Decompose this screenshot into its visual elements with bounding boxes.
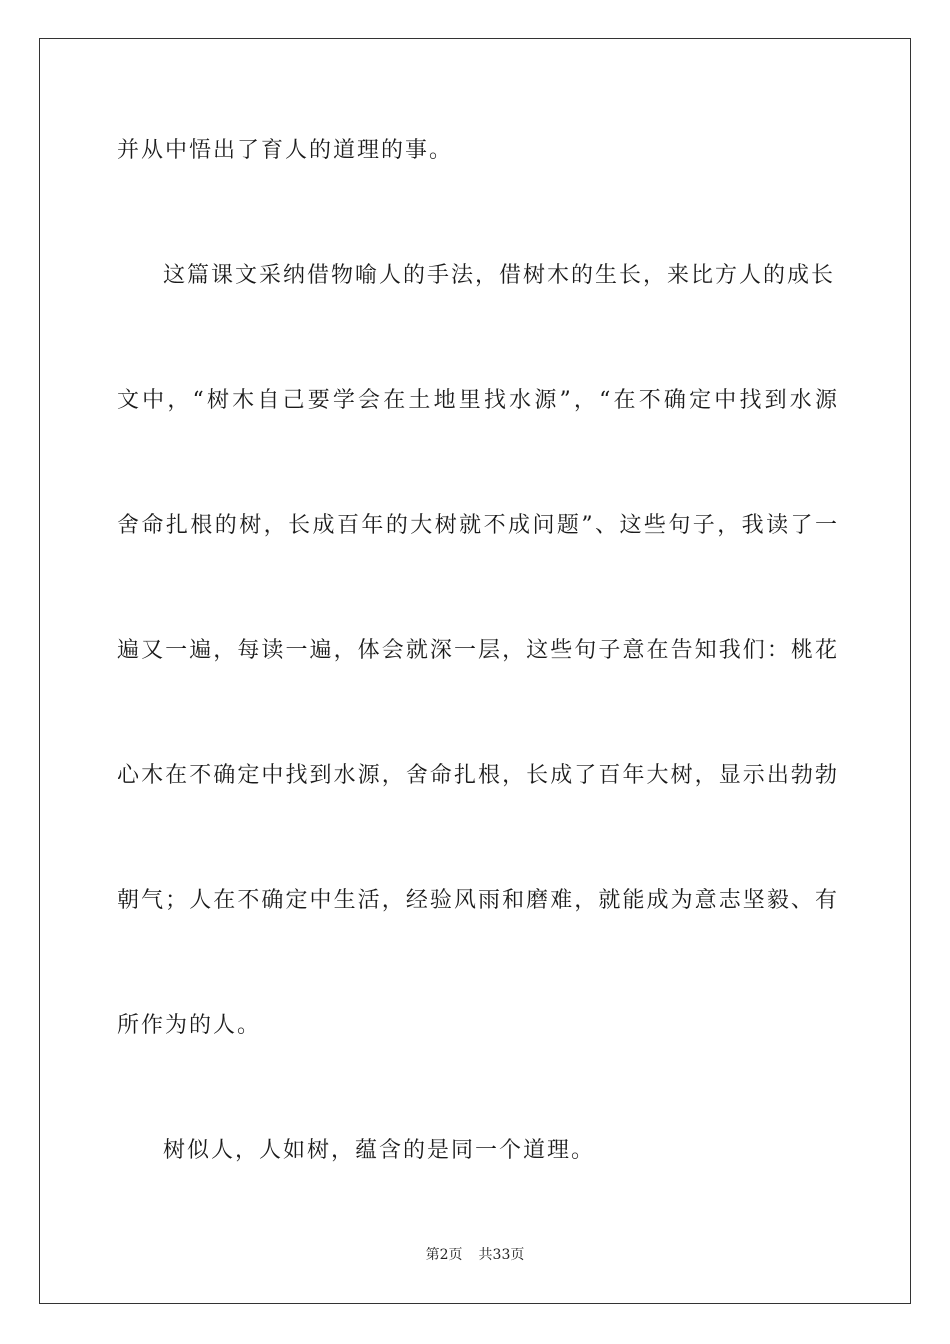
page-number: 第2页 [425, 1247, 463, 1263]
page-total: 共33页 [478, 1247, 525, 1263]
page-border [39, 38, 911, 1304]
paragraph-line-9: 树似人，人如树，蕴含的是同一个道理。 [163, 1138, 596, 1163]
text-line-5: 遍又一遍，每读一遍，体会就深一层，这些句子意在告知我们：桃花 [117, 638, 837, 663]
text-line-1: 并从中悟出了育人的道理的事。 [117, 138, 454, 163]
paragraph-line-2: 这篇课文采纳借物喻人的手法，借树木的生长，来比方人的成长 [163, 263, 833, 288]
text-line-3: 文中，“树木自己要学会在土地里找水源”，“在不确定中找到水源 [117, 388, 837, 413]
text-line-6: 心木在不确定中找到水源，舍命扎根，长成了百年大树，显示出勃勃 [117, 763, 837, 788]
page-footer [0, 1246, 950, 1264]
text-line-4: 舍命扎根的树，长成百年的大树就不成问题”、这些句子，我读了一 [117, 513, 837, 538]
text-line-8: 所作为的人。 [117, 1013, 262, 1038]
text-line-7: 朝气；人在不确定中生活，经验风雨和磨难，就能成为意志坚毅、有 [117, 888, 837, 913]
